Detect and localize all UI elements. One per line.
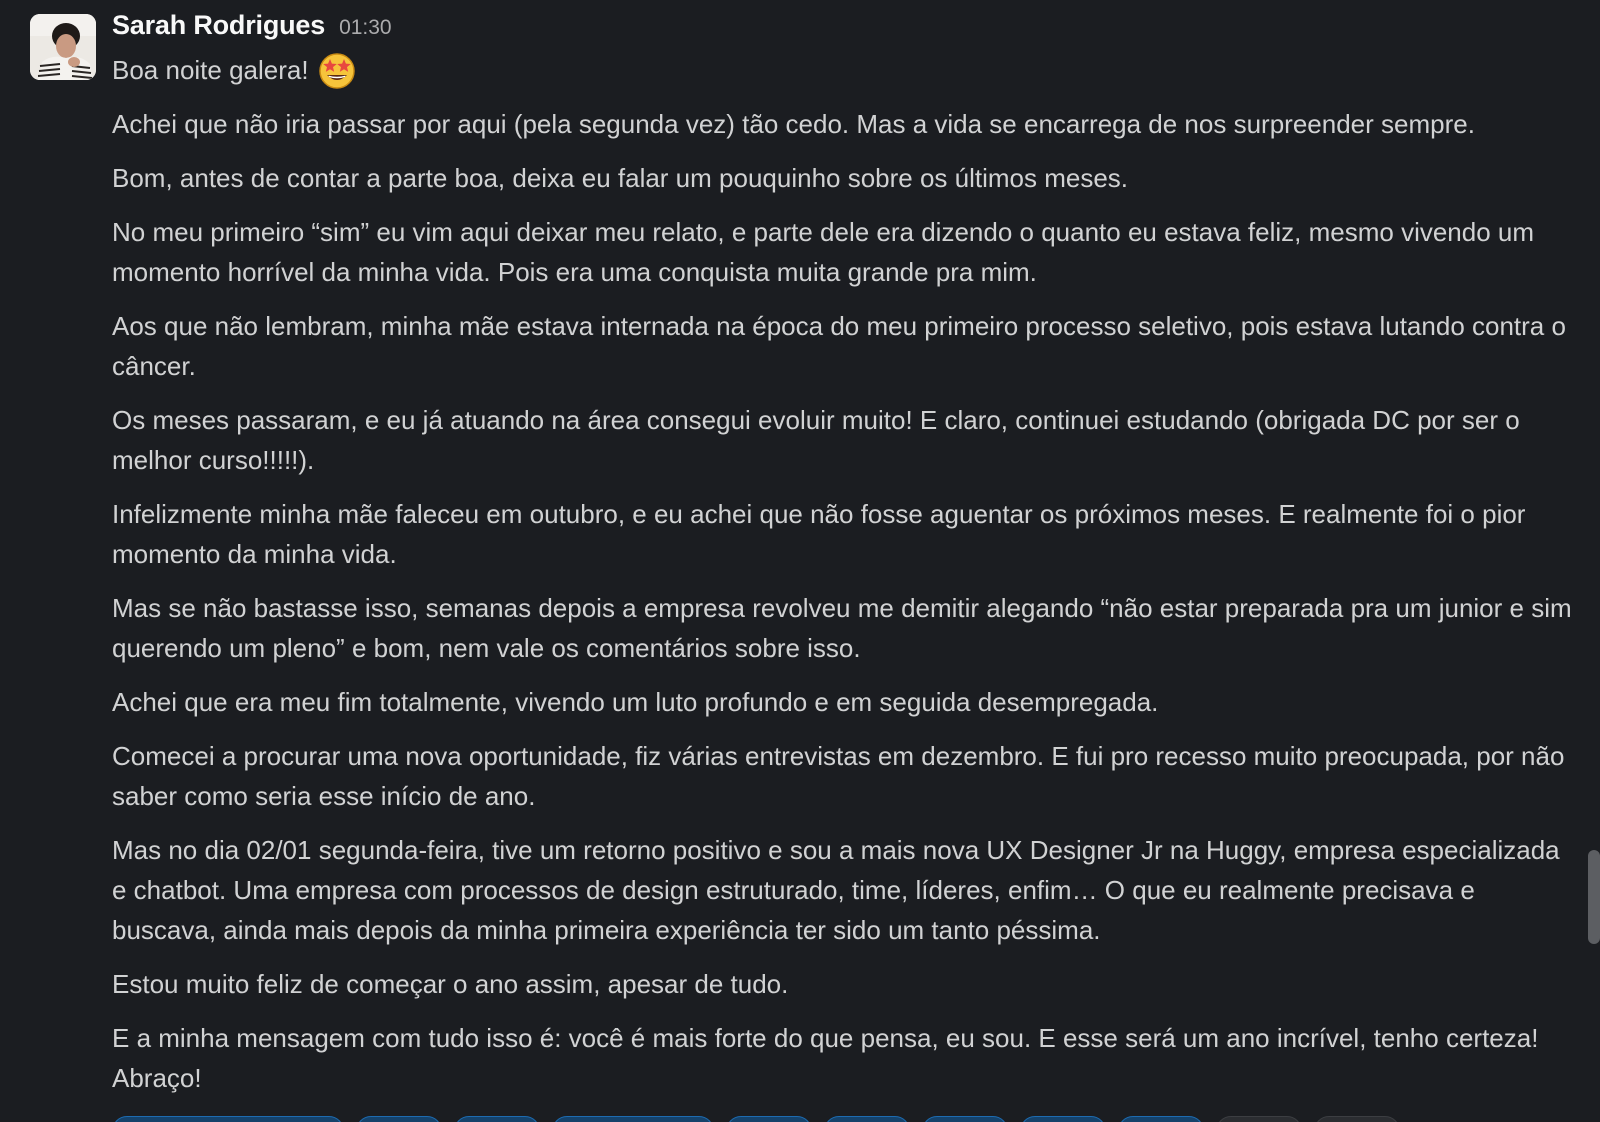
sender-name[interactable]: Sarah Rodrigues	[112, 10, 326, 40]
reaction-pill[interactable]	[112, 1116, 344, 1122]
paragraph: Achei que não iria passar por aqui (pela segunda vez) tão cedo. Mas a vida se encarrega de nos surpreender sempre.	[112, 109, 1475, 139]
reaction-pill[interactable]	[356, 1116, 442, 1122]
paragraph: Infelizmente minha mãe faleceu em outubro, e eu achei que não fosse aguentar os próximos meses. E realmente foi o pior momento da minha vida.	[112, 499, 1526, 569]
reaction-pill[interactable]	[726, 1116, 812, 1122]
reaction-bar	[112, 1116, 1400, 1122]
paragraph: Os meses passaram, e eu já atuando na área consegui evoluir muito! E claro, continuei estudando (obrigada DC por ser o melhor curso!!!!!).	[112, 405, 1520, 475]
paragraph: Aos que não lembram, minha mãe estava internada na época do meu primeiro processo seletivo, pois estava lutando contra o câncer.	[112, 311, 1566, 381]
paragraph: Bom, antes de contar a parte boa, deixa eu falar um pouquinho sobre os últimos meses.	[112, 163, 1129, 193]
reaction-pill[interactable]	[922, 1116, 1008, 1122]
reaction-pill[interactable]	[1314, 1116, 1400, 1122]
scrollbar-thumb[interactable]	[1588, 850, 1600, 944]
paragraph: Comecei a procurar uma nova oportunidade, fiz várias entrevistas em dezembro. E fui pro recesso muito preocupada, por não saber como seria esse início de ano.	[112, 741, 1565, 811]
reaction-pill[interactable]	[824, 1116, 910, 1122]
paragraph: Estou muito feliz de começar o ano assim, apesar de tudo.	[112, 969, 789, 999]
reaction-pill[interactable]	[454, 1116, 540, 1122]
paragraph: Mas no dia 02/01 segunda-feira, tive um retorno positivo e sou a mais nova UX Designer Jr na Huggy, empresa especializada e chatbot. Uma empresa com processos de design estruturado, time, líderes, enfim… O que eu realmente precisava e buscava, ainda mais depois da minha primeira experiência ter sido um tanto péssima.	[112, 835, 1560, 945]
message-timestamp[interactable]: 01:30	[339, 16, 392, 39]
reaction-pill[interactable]	[552, 1116, 714, 1122]
paragraph: E a minha mensagem com tudo isso é: você é mais forte do que pensa, eu sou. E esse será um ano incrível, tenho certeza! Abraço!	[112, 1023, 1539, 1093]
reaction-pill[interactable]	[1216, 1116, 1302, 1122]
avatar[interactable]	[30, 14, 96, 80]
paragraph: No meu primeiro “sim” eu vim aqui deixar meu relato, e parte dele era dizendo o quanto eu estava feliz, mesmo vivendo um momento horrível da minha vida. Pois era uma conquista muita grande pra mim.	[112, 217, 1535, 287]
avatar-image	[30, 14, 96, 80]
message-body	[112, 50, 1572, 1112]
message-header	[112, 10, 392, 46]
greeting-text: Boa noite galera!	[112, 55, 309, 85]
reaction-pill[interactable]	[1020, 1116, 1106, 1122]
star-struck-emoji-icon	[317, 50, 357, 90]
paragraph: Mas se não bastasse isso, semanas depois a empresa revolveu me demitir alegando “não estar preparada pra um junior e sim querendo um pleno” e bom, nem vale os comentários sobre isso.	[112, 593, 1572, 663]
paragraph: Achei que era meu fim totalmente, vivendo um luto profundo e em seguida desempregada.	[112, 687, 1159, 717]
greeting-line	[112, 50, 1572, 90]
reaction-pill[interactable]	[1118, 1116, 1204, 1122]
